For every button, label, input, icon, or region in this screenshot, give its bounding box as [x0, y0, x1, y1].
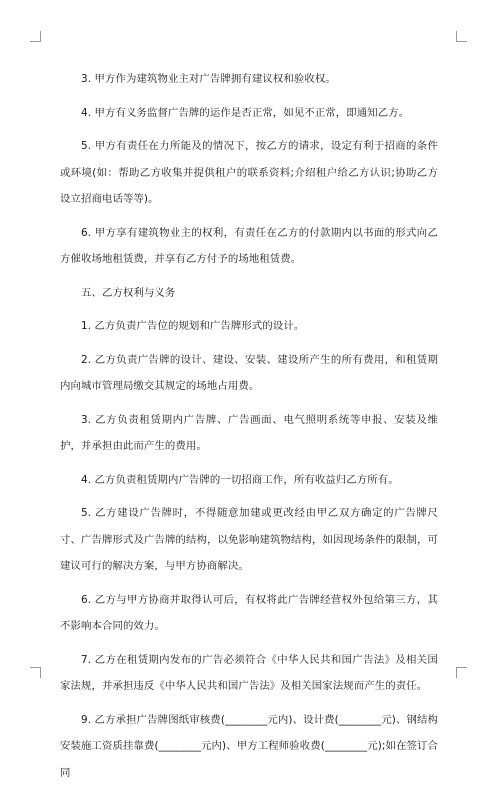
section-heading-party-b: 五、乙方权利与义务	[60, 280, 438, 307]
paragraph-party-b-item-1: 1. 乙方负责广告位的规划和广告牌形式的设计。	[60, 313, 438, 340]
document-body	[60, 66, 438, 786]
paragraph-party-b-item-4: 4. 乙方负责租赁期内广告牌的一切招商工作，所有收益归乙方所有。	[60, 467, 438, 494]
paragraph-party-b-item-9: 9. 乙方承担广告牌图纸审核费(________元内)、设计费(________元)、钢结构安装施工资质挂靠费(________元内)、甲方工程师验收费(________元);如在签订合同	[60, 707, 438, 786]
paragraph-party-b-item-2: 2. 乙方负责广告牌的设计、建设、安装、建设所产生的所有费用，和租赁期内向城市管理局缴交其规定的场地占用费。	[60, 347, 438, 400]
paragraph-party-a-item-5: 5. 甲方有责任在力所能及的情况下，按乙方的请求，设定有利于招商的条件或环境(如：帮助乙方收集并提供租户的联系资料;介绍租户给乙方认识;协助乙方设立招商电话等等)。	[60, 133, 438, 213]
paragraph-party-b-item-7: 7. 乙方在租赁期内发布的广告必须符合《中华人民共和国广告法》及相关国家法规，并承担违反《中华人民共和国广告法》及相关国家法规而产生的责任。	[60, 647, 438, 700]
page-corner-mark-bottom-left	[30, 667, 41, 678]
paragraph-party-a-item-6: 6. 甲方享有建筑物业主的权利，有责任在乙方的付款期内以书面的形式向乙方催收场地租赁费，并享有乙方付予的场地租赁费。	[60, 220, 438, 273]
page-corner-mark-top-right	[456, 31, 467, 42]
page-corner-mark-top-left	[30, 31, 41, 42]
paragraph-party-b-item-3: 3. 乙方负责租赁期内广告牌、广告画面、电气照明系统等申报、安装及维护，并承担由此而产生的费用。	[60, 407, 438, 460]
paragraph-party-b-item-6: 6. 乙方与甲方协商并取得认可后，有权将此广告牌经营权外包给第三方，其不影响本合同的效力。	[60, 587, 438, 640]
paragraph-party-b-item-5: 5. 乙方建设广告牌时，不得随意加建或更改经由甲乙双方确定的广告牌尺寸、广告牌形式及广告牌的结构，以免影响建筑物结构，如因现场条件的限制，可建议可行的解决方案，与甲方协商解决。	[60, 500, 438, 580]
paragraph-party-a-item-3: 3. 甲方作为建筑物业主对广告牌拥有建议权和验收权。	[60, 66, 438, 93]
page-corner-mark-bottom-right	[456, 667, 467, 678]
paragraph-party-a-item-4: 4. 甲方有义务监督广告牌的运作是否正常，如见不正常，即通知乙方。	[60, 100, 438, 127]
